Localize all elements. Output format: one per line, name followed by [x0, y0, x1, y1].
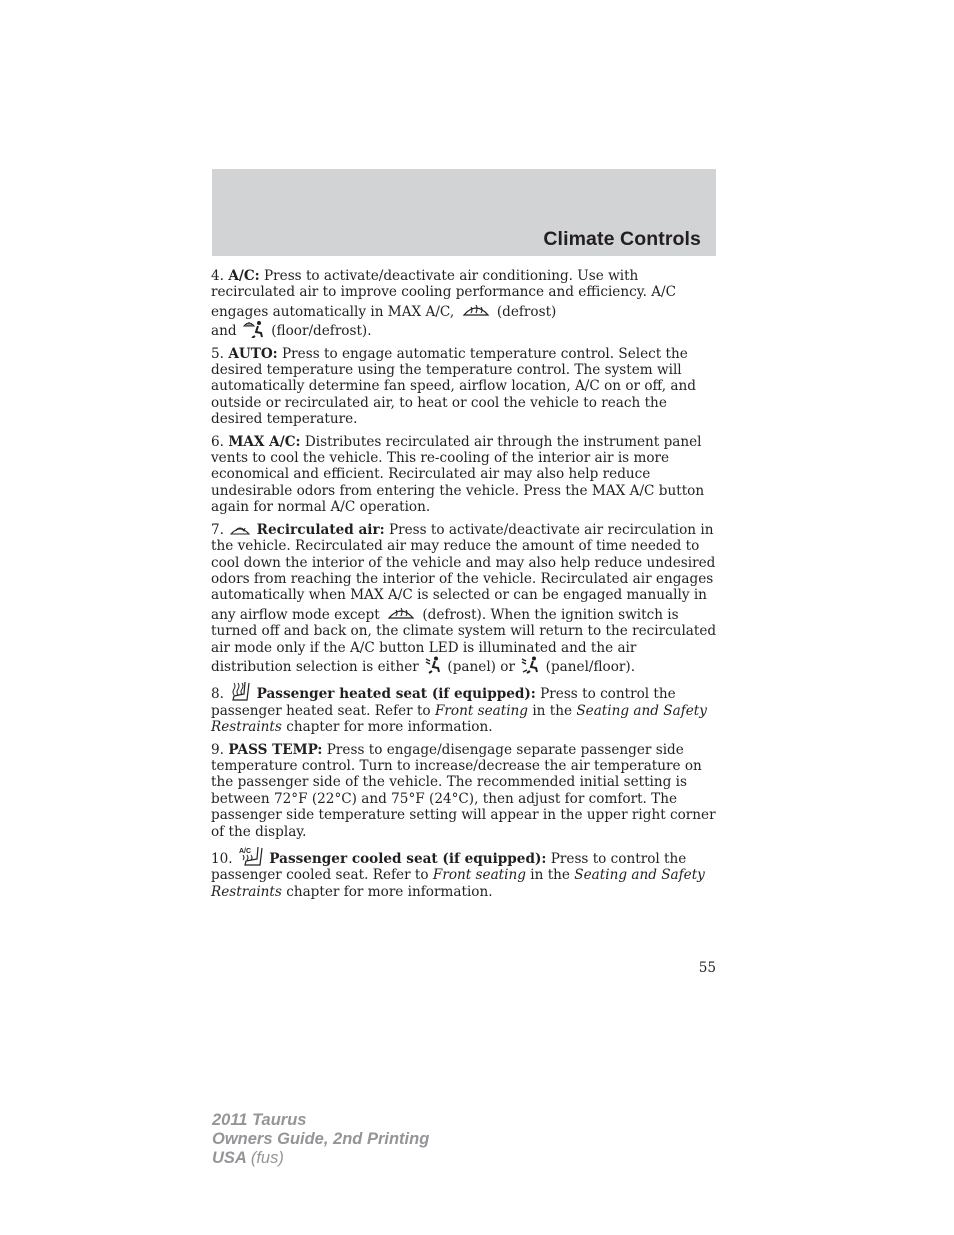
item-term: Recirculated air:: [256, 521, 385, 538]
item-term: MAX A/C:: [228, 433, 301, 450]
list-item-heated-seat: [211, 681, 717, 735]
list-item-pass-temp: [211, 742, 717, 840]
item-term: PASS TEMP:: [228, 741, 323, 758]
defrost-icon: [386, 604, 416, 622]
item-reference: Front seating: [432, 867, 526, 884]
footer-model: 2011 Taurus: [212, 1111, 307, 1129]
footer-region: [212, 1149, 429, 1168]
list-item-recirculated-air: [211, 522, 717, 676]
section-header-band: [212, 169, 716, 256]
list-item-max-ac: [211, 434, 717, 516]
item-text: chapter for more information.: [286, 719, 493, 736]
item-text: (floor/defrost).: [271, 323, 372, 340]
floor-defrost-icon: [243, 320, 265, 338]
item-text: chapter for more information.: [286, 883, 493, 900]
page-content: [211, 268, 717, 906]
item-text: in the: [530, 867, 570, 884]
cooled-seat-icon: [239, 846, 263, 866]
item-number: 5.: [211, 345, 224, 362]
panel-icon: [425, 656, 441, 674]
defrost-icon: [461, 301, 491, 319]
item-text: (panel/floor).: [545, 658, 636, 675]
item-number: 10.: [211, 851, 233, 867]
item-text: (defrost). When the ignition switch is turned off and back on, the climate system will return to the recirculated air mode only if the A/C button LED is illuminated and the air distribution selection is either: [211, 606, 717, 675]
recirculated-air-icon: [230, 523, 250, 537]
item-number: 6.: [211, 433, 224, 450]
cooled-seat-icon-label: A/C: [238, 848, 252, 855]
footer-edition: Owners Guide, 2nd Printing: [212, 1130, 430, 1148]
item-text: Distributes recirculated air through the instrument panel vents to cool the vehicle. This re-cooling of the interior air is more economical and efficient. Recirculated air may also help reduce undesirable odors from entering the vehicle. Press the MAX A/C button again for normal A/C operation.: [211, 433, 705, 516]
item-text: (defrost): [496, 303, 557, 320]
item-number: 9.: [211, 741, 224, 758]
item-text: Press to activate/deactivate air conditioning. Use with recirculated air to improve cooling performance and efficiency. A/C engages automatically in MAX A/C,: [211, 268, 677, 320]
item-text: Press to control the passenger heated seat. Refer to: [211, 686, 676, 719]
page-number: 55: [698, 960, 716, 976]
item-number: 4.: [211, 268, 224, 284]
item-term: A/C:: [228, 268, 260, 284]
footer-region-code: (fus): [250, 1149, 284, 1167]
document-footer: [212, 1111, 429, 1168]
list-item-ac: [211, 268, 717, 340]
item-text: Press to engage automatic temperature control. Select the desired temperature using the temperature control. The system will automatically determine fan speed, airflow location, A/C on or off, and outside or recirculated air, to heat or cool the vehicle to reach the desired temperature.: [211, 345, 696, 428]
item-reference: Seating and Safety Restraints: [211, 702, 707, 736]
item-number: 7.: [211, 521, 224, 538]
heated-seat-icon: [230, 681, 250, 701]
footer-region-main: USA: [212, 1149, 247, 1167]
item-term: Passenger cooled seat (if equipped):: [269, 851, 547, 867]
panel-floor-icon: [521, 656, 539, 674]
item-text: in the: [532, 702, 573, 719]
item-number: 8.: [211, 686, 224, 703]
list-item-cooled-seat: [211, 846, 717, 900]
item-term: AUTO:: [228, 345, 278, 362]
section-title: Climate Controls: [543, 228, 701, 250]
item-text: (panel) or: [447, 658, 515, 675]
item-reference: Front seating: [434, 702, 528, 719]
item-reference: Seating and Safety Restraints: [211, 867, 705, 900]
list-item-auto: [211, 346, 717, 428]
item-text: Press to engage/disengage separate passenger side temperature control. Turn to increase/decrease the air temperature on the passenger side of the vehicle. The recommended initial setting is between 72°F (22°C) and 75°F (24°C), then adjust for comfort. The passenger side temperature setting will appear in the upper right corner of the display.: [211, 741, 716, 840]
item-term: Passenger heated seat (if equipped):: [256, 686, 536, 703]
item-text: and: [211, 323, 237, 340]
item-text: Press to control the passenger cooled seat. Refer to: [211, 851, 687, 884]
item-text: Press to activate/deactivate air recirculation in the vehicle. Recirculated air may reduce the amount of time needed to cool down the interior of the vehicle and may also help reduce undesired odors from reaching the interior of the vehicle. Recirculated air engages automatically when MAX A/C is selected or can be engaged manually in any airflow mode except: [211, 521, 716, 623]
